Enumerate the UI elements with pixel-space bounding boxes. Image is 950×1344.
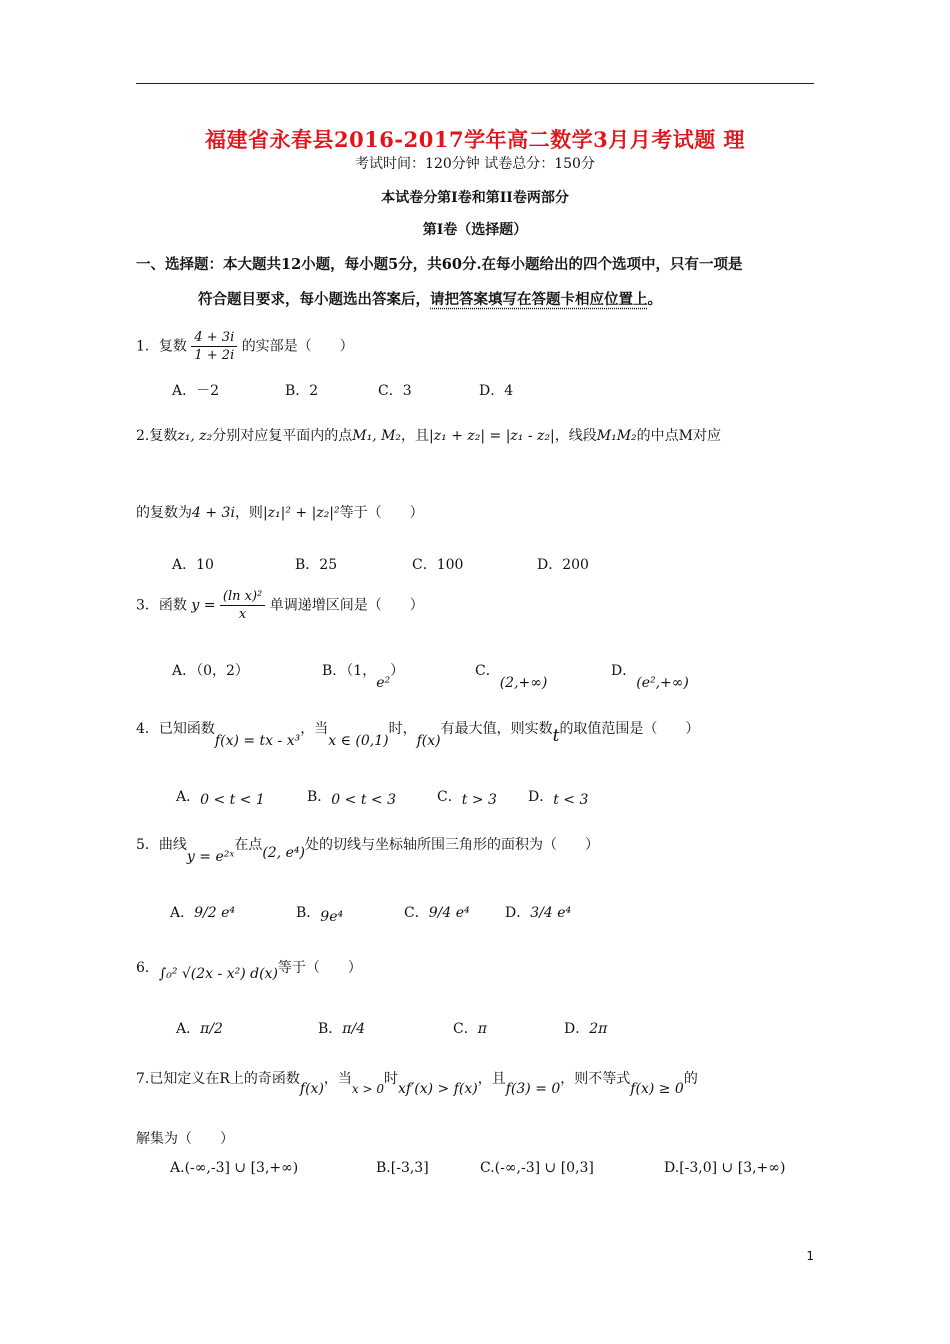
q3-option-a: A．（0，2）: [172, 663, 249, 679]
q4-function: f(x) = tx - x³: [214, 733, 301, 749]
q5-option-b: [296, 902, 344, 925]
q7-text-3: 时: [384, 1071, 399, 1087]
q7-option-d: [664, 1160, 785, 1176]
exam-info: 考试时间：120分钟 试卷总分：150分: [355, 156, 595, 172]
q4-text-4: 有最大值，则实数: [440, 721, 553, 737]
q5-a-label: A．: [170, 905, 195, 921]
q3-prefix: 3．函数: [136, 597, 187, 614]
q3-option-b: [322, 660, 405, 691]
q7-b-math: [-3,3]: [390, 1160, 429, 1176]
q2-text-6: 的复数为: [136, 505, 192, 521]
q2-z12: z₁, z₂: [177, 428, 213, 444]
q2-text-5: 的中点M对应: [636, 428, 722, 444]
q5-curve: y = e²ˣ: [186, 849, 235, 865]
q3-c-math: (2,+∞): [499, 675, 548, 691]
q2-text-4: ，线段: [554, 428, 597, 444]
q7-c-math: (-∞,-3] ∪ [0,3]: [494, 1160, 594, 1176]
q4-text-3: 时，: [388, 721, 417, 737]
q5-prefix: 5．曲线: [136, 837, 187, 853]
q5-c-label: C．: [404, 905, 429, 921]
q5-option-c: [404, 902, 470, 922]
q4-option-c: [437, 786, 497, 806]
q3-option-c: [475, 660, 548, 691]
q4-c-math: t > 3: [461, 792, 497, 808]
q6-option-d: [564, 1018, 607, 1038]
q4-option-d: [528, 786, 588, 806]
q3-num: (ln x)²: [220, 588, 265, 606]
q4-b-math: 0 < t < 3: [331, 792, 396, 808]
q3-c-label: C．: [475, 663, 500, 679]
q7-text-2: ，当: [323, 1071, 352, 1087]
q3-b-close: ）: [390, 663, 405, 679]
instr-part-c: 。: [647, 291, 662, 308]
q5-a-math: 9/2 e⁴: [194, 905, 236, 921]
q6-b-math: π/4: [342, 1021, 366, 1037]
q1-den: 1 + 2i: [194, 348, 235, 363]
q2-segment: M₁M₂: [596, 428, 637, 444]
q7-goal: f(x) ≥ 0: [630, 1081, 684, 1097]
q7-b-label: B.: [376, 1160, 391, 1176]
q6-a-math: π/2: [200, 1021, 223, 1037]
q7-a-math: (-∞,-3] ∪ [3,+∞): [184, 1160, 299, 1176]
q4-d-label: D．: [528, 789, 554, 805]
q7-d-math: [-3,0] ∪ [3,+∞): [679, 1160, 786, 1176]
q5-option-a: [170, 902, 235, 922]
q6-c-label: C．: [453, 1021, 478, 1037]
q6-d-label: D．: [564, 1021, 590, 1037]
section-instructions-line1: 一、选择题：本大题共12小题，每小题5分，共60分.在每小题给出的四个选项中，只有一项是: [136, 256, 743, 273]
header-rule: [136, 83, 814, 84]
q7-text-1: 7.已知定义在R上的奇函数: [136, 1071, 300, 1087]
q5-d-label: D．: [505, 905, 531, 921]
question-3: [136, 588, 424, 623]
q4-option-a: [176, 786, 265, 806]
q2-text-3: ，且: [401, 428, 430, 444]
q7-option-b: [376, 1160, 429, 1176]
q2-text-8: 等于（ ）: [339, 505, 424, 521]
q6-option-c: [453, 1018, 487, 1038]
q1-num: 4 + 3i: [191, 329, 237, 347]
parts-note: 本试卷分第I卷和第II卷两部分: [381, 190, 569, 206]
q1-option-a: A．－2: [172, 383, 220, 399]
q7-c-label: C.: [480, 1160, 495, 1176]
volume-heading: 第I卷（选择题）: [422, 222, 528, 238]
q2-expression: |z₁|² + |z₂|²: [262, 505, 340, 521]
section-instructions-line2: [198, 288, 662, 309]
q2-value: 4 + 3i: [192, 505, 235, 521]
q3-option-d: [611, 660, 689, 691]
q4-a-label: A．: [176, 789, 201, 805]
q3-den: x: [238, 607, 247, 622]
q1-option-b: B．2: [285, 383, 319, 399]
q5-point: (2, e⁴): [262, 845, 305, 861]
q7-fx: f(x): [299, 1081, 324, 1097]
question-4: [136, 718, 700, 749]
question-7-line2: 解集为（ ）: [136, 1131, 234, 1147]
question-7-line1: [136, 1068, 698, 1097]
q2-condition: |z₁ + z₂| = |z₁ - z₂|: [429, 428, 555, 444]
q7-f3: f(3) = 0: [505, 1081, 561, 1097]
question-2-line2: [136, 502, 424, 522]
q4-prefix: 4．已知函数: [136, 721, 215, 737]
q6-integral: ∫₀² √(2x - x²) d(x): [158, 966, 278, 982]
q1-suffix: 的实部是（ ）: [241, 338, 354, 355]
q7-option-c: [480, 1160, 594, 1176]
q3-d-label: D．: [611, 663, 637, 679]
q2-M12: M₁, M₂: [352, 428, 402, 444]
q5-b-math: 9e⁴: [320, 909, 344, 925]
exam-title: 福建省永春县2016-2017学年高二数学3月月考试题 理: [204, 127, 746, 152]
q2-text-1: 2.复数: [136, 428, 178, 444]
question-5: [136, 834, 599, 865]
q7-option-a: [170, 1160, 298, 1176]
q1-option-d: D．4: [479, 383, 514, 399]
page-number: 1: [806, 1249, 814, 1263]
q4-fx: f(x): [416, 733, 441, 749]
question-6: [136, 957, 362, 982]
q5-option-d: [505, 902, 571, 922]
q4-domain: x ∈ (0,1): [328, 733, 389, 749]
q6-prefix: 6．: [136, 960, 159, 976]
instr-part-a: 符合题目要求，每小题选出答案后，: [198, 291, 430, 308]
q2-text-2: 分别对应复平面内的点: [212, 428, 353, 444]
q3-y: y =: [191, 597, 216, 614]
q6-b-label: B．: [318, 1021, 343, 1037]
q7-inequality: xf′(x) > f(x): [398, 1081, 478, 1097]
q3-b-open: B．（1，: [322, 663, 377, 679]
q2-option-a: A．10: [172, 557, 214, 573]
q5-text-2: 在点: [234, 837, 263, 853]
q4-a-math: 0 < t < 1: [200, 792, 265, 808]
q6-a-label: A．: [176, 1021, 201, 1037]
q4-b-label: B．: [307, 789, 332, 805]
q4-text-5: 的取值范围是（ ）: [559, 721, 700, 737]
q4-t: t: [552, 726, 560, 746]
question-2-line1: [136, 425, 721, 445]
q1-option-c: C．3: [378, 383, 412, 399]
q5-text-3: 处的切线与坐标轴所围三角形的面积为（ ）: [304, 837, 599, 853]
q7-text-5: ，则不等式: [560, 1071, 631, 1087]
q4-option-b: [307, 786, 396, 806]
q3-fraction: [220, 588, 265, 623]
q6-c-math: π: [477, 1021, 487, 1037]
q5-c-math: 9/4 e⁴: [428, 905, 470, 921]
q7-d-label: D.: [664, 1160, 680, 1176]
q6-option-a: [176, 1018, 223, 1038]
q4-text-2: ，当: [300, 721, 329, 737]
q4-c-label: C．: [437, 789, 462, 805]
q5-d-math: 3/4 e⁴: [530, 905, 572, 921]
q6-option-b: [318, 1018, 365, 1038]
q2-option-c: C．100: [412, 557, 464, 573]
instr-emphasis: 请把答案填写在答题卡相应位置上: [430, 291, 648, 308]
q3-b-math: e²: [376, 675, 391, 691]
q2-text-7: ，则: [234, 505, 263, 521]
q1-fraction: [191, 329, 237, 364]
q5-b-label: B．: [296, 905, 321, 921]
q6-d-math: 2π: [589, 1021, 608, 1037]
question-1: [136, 329, 354, 364]
q7-condition: x > 0: [351, 1082, 385, 1096]
q7-text-4: ，且: [477, 1071, 506, 1087]
q3-d-math: (e²,+∞): [636, 675, 689, 691]
q7-text-6: 的: [683, 1071, 698, 1087]
q3-suffix: 单调递增区间是（ ）: [269, 597, 424, 614]
q6-suffix: 等于（ ）: [277, 960, 362, 976]
q4-d-math: t < 3: [553, 792, 589, 808]
q2-option-d: D．200: [537, 557, 589, 573]
q2-option-b: B．25: [295, 557, 338, 573]
q7-a-label: A.: [170, 1160, 185, 1176]
q1-prefix: 1．复数: [136, 338, 187, 355]
